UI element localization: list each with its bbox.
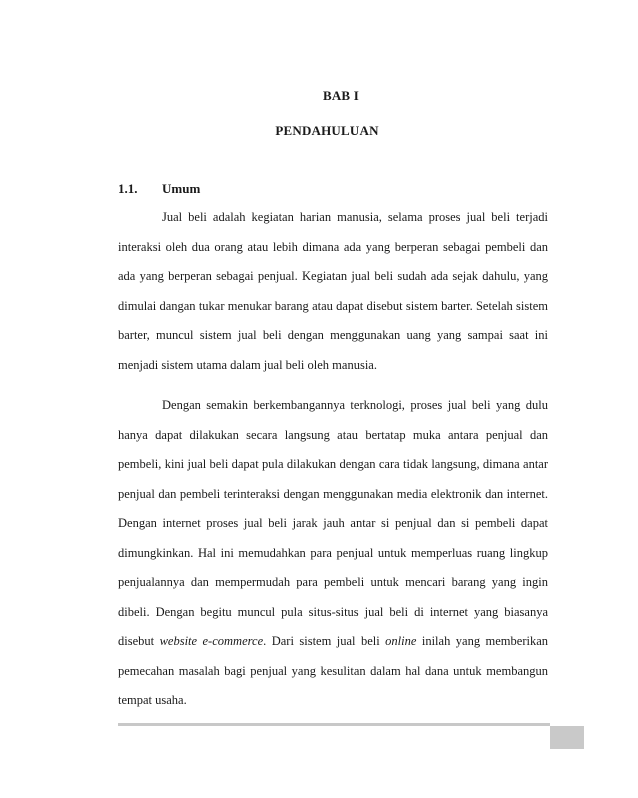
section-number: 1.1. <box>118 181 138 196</box>
paragraph-1-text: Jual beli adalah kegiatan harian manusia, selama proses jual beli terjadi interaksi oleh dua orang atau lebih dimana ada yang berperan sebagai pembeli dan ada yang berperan sebagai penjual. Kegiatan jual beli sudah ada sejak dahulu, yang dimulai dangan tukar menukar barang atau dapat disebut sistem barter. Setelah sistem barter, muncul sistem jual beli dengan menggunakan uang yang sampai saat ini menjadi sistem utama dalam jual beli oleh manusia. <box>118 210 548 372</box>
chapter-heading: BAB I <box>322 88 360 103</box>
page-number-box <box>550 726 584 749</box>
paragraph-2-text-b: . Dari sistem jual beli <box>263 634 386 648</box>
term-online: online <box>385 634 417 648</box>
section-title: Umum <box>162 181 201 196</box>
footer-rule <box>118 723 550 726</box>
paragraph-2-text-a: Dengan semakin berkembangannya terknologi, proses jual beli yang dulu hanya dapat dilakukan secara langsung atau bertatap muka antara penjual dan pembeli, kini jual beli dapat pula dilakukan dengan cara tidak langsung, dimana antar penjual dan pembeli terinteraksi dengan menggunakan media elektronik dan internet. Dengan internet proses jual beli jarak jauh antar si penjual dan si pembeli dapat dimungkinkan. Hal ini memudahkan para penjual untuk memperluas ruang lingkup penjualannya dan mempermudah para pembeli untuk mencari barang yang ingin dibeli. Dengan begitu muncul pula situs-situs jual beli di internet yang biasanya disebut <box>118 398 548 648</box>
paragraph-2-text-c: inilah yang memberikan pemecahan masalah bagi penjual yang kesulitan dalam hal dana untuk membangun tempat usaha. <box>118 634 548 707</box>
paragraph-1 <box>118 203 548 380</box>
paragraph-2 <box>118 391 548 716</box>
term-website-ecommerce: website e-commerce <box>159 634 264 648</box>
chapter-title: PENDAHULUAN <box>275 123 379 138</box>
